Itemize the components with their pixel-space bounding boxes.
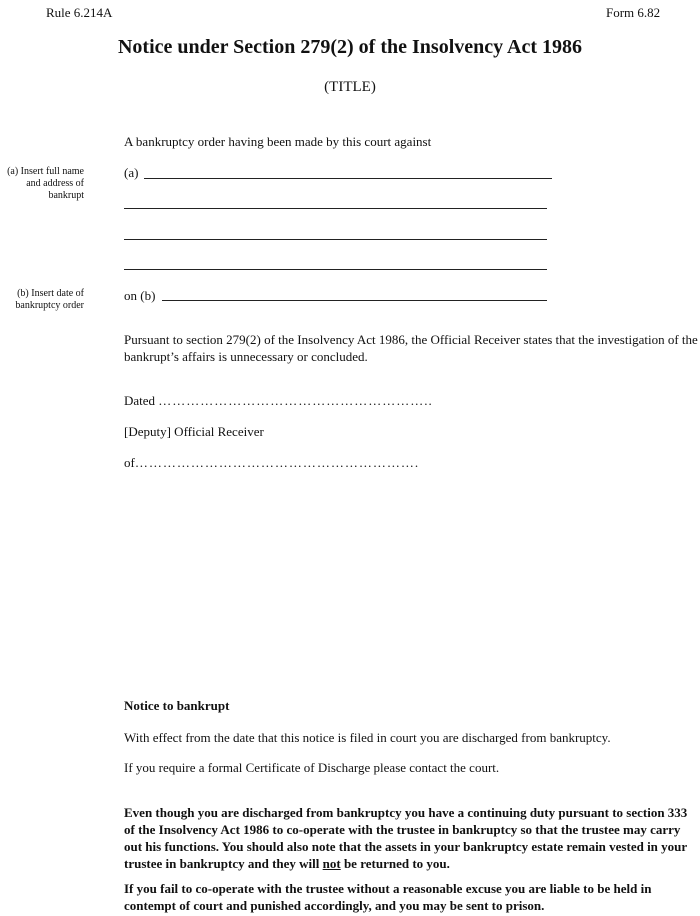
dated-field[interactable]: ………………………………………………….. [158,393,433,408]
margin-note-b [0,288,84,312]
margin-note-b-line: bankruptcy order [15,300,84,311]
bankruptcy-date-line[interactable] [162,300,547,301]
dated-label: Dated [124,393,156,408]
notice-contempt-warning: If you fail to co-operate with the trustee without a reasonable excuse you are liable to be held in contempt of court and punished accordingly, and you may be sent to prison. [124,881,652,913]
page-subtitle: (TITLE) [324,79,376,95]
notice-duty-text: Even though you are discharged from bankruptcy you have a continuing duty pursuant to section 333 of the Insolvency Act 1986 to co-operate with the trustee in bankruptcy so that the trustee may carry out his functions. You should also note that the assets in your bankruptcy estate remain vested in your trustee in bankruptcy and they will [124,805,688,871]
margin-note-a-line: and address of [26,178,84,189]
rule-number: Rule 6.214A [46,5,113,20]
of-label: of [124,455,135,470]
margin-note-b-line: (b) Insert date of [17,288,84,299]
notice-duty-warning [124,804,700,872]
margin-note-a-line: bankrupt [48,190,84,201]
notice-heading: Notice to bankrupt [124,698,230,713]
pursuant-statement: Pursuant to section 279(2) of the Insolvency Act 1986, the Official Receiver states that the investigation of the bankrupt’s affairs is unnecessary or concluded. [124,332,698,364]
form-number: Form 6.82 [606,5,661,20]
notice-certificate: If you require a formal Certificate of Discharge please contact the court. [124,760,500,775]
field-b-label: on (b) [124,288,156,303]
bankrupt-address-line-2[interactable] [124,239,547,240]
intro-text: A bankruptcy order having been made by this court against [124,134,432,149]
notice-discharge: With effect from the date that this notice is filed in court you are discharged from bankruptcy. [124,730,611,745]
margin-note-a-line: (a) Insert full name [7,166,84,177]
of-row [124,455,419,471]
of-field[interactable]: ……………………………………………………. [134,455,420,470]
notice-duty-not: not [322,856,341,871]
page-title: Notice under Section 279(2) of the Insolvency Act 1986 [117,36,583,58]
bankrupt-address-line-3[interactable] [124,269,547,270]
bankrupt-address-line-1[interactable] [124,208,547,209]
bankrupt-name-line[interactable] [144,178,552,179]
field-a-label: (a) [124,165,139,180]
dated-row [124,393,433,409]
margin-note-a [0,166,84,202]
signatory-title: [Deputy] Official Receiver [124,424,264,439]
notice-duty-text-end: be returned to you. [340,856,450,871]
